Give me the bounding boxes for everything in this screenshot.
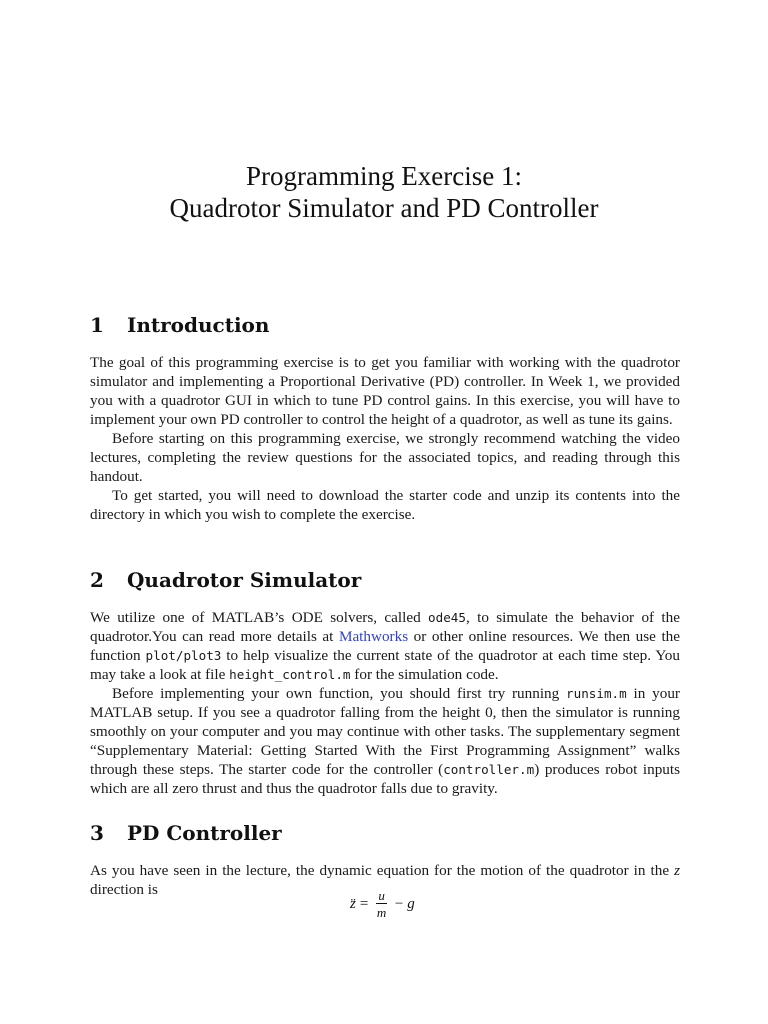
section-number: 3: [90, 821, 104, 845]
dynamics-equation: [350, 888, 415, 921]
section-heading-introduction: [90, 312, 680, 338]
equation-minus: −: [394, 896, 404, 912]
equation-equals: =: [359, 896, 369, 912]
text-run: As you have seen in the lecture, the dynamic equation for the motion of the quadrotor in the: [90, 862, 675, 879]
text-run: for the simulation code.: [350, 666, 499, 683]
paragraph: Before starting on this programming exercise, we strongly recommend watching the video lectures, completing the review questions for the associated topics, and reading through this handout.: [90, 430, 680, 485]
text-run: to help visualize the current state of the quadrotor at each time step. You may take a look at file: [90, 647, 680, 683]
inline-code: height_control.m: [229, 667, 351, 682]
paragraph: [90, 684, 680, 798]
section-heading-pd-controller: [90, 820, 680, 846]
inline-code: controller.m: [443, 762, 535, 777]
section-title: PD Controller: [127, 821, 282, 845]
mathworks-link[interactable]: Mathworks: [338, 628, 409, 645]
section-heading-simulator: [90, 567, 680, 593]
equation-lhs: z̈: [350, 896, 356, 912]
text-run: in your MATLAB setup. If you see a quadrotor falling from the height 0, then the simulator is running smoothly on your computer and you may continue with other tasks. The supplementary segment “Supplementary Material: Getting Started With the First Programming Assignment” walks through these steps. The starter code for the controller (: [90, 685, 680, 778]
text-run: or other online resources. We then use the function: [90, 628, 680, 664]
inline-code: plot/plot3: [145, 648, 222, 663]
section-number: 1: [90, 313, 104, 337]
text-run: , to simulate the behavior of the quadrotor.You can read more details at: [90, 609, 680, 645]
inline-code: ode45: [428, 610, 466, 625]
inline-code: runsim.m: [566, 686, 627, 701]
text-run: Before implementing your own function, you should first try running: [112, 685, 567, 702]
document-title: [0, 160, 768, 224]
equation-g: g: [407, 896, 415, 912]
section-title: Introduction: [127, 313, 270, 337]
equation-denominator: m: [376, 905, 387, 920]
section-introduction: [90, 312, 680, 524]
section-number: 2: [90, 568, 104, 592]
text-run: We utilize one of MATLAB’s ODE solvers, called: [90, 609, 429, 626]
section-title: Quadrotor Simulator: [127, 568, 362, 592]
section-quadrotor-simulator: [90, 567, 680, 798]
paragraph: To get started, you will need to download the starter code and unzip its contents into the directory in which you wish to complete the exercise.: [90, 487, 680, 523]
paragraph: [90, 608, 680, 684]
text-run: ) produces robot inputs which are all zero thrust and thus the quadrotor falls due to gravity.: [90, 761, 681, 797]
equation-numerator: u: [378, 888, 385, 903]
text-run: direction is: [90, 881, 158, 898]
title-line-1: Programming Exercise 1:: [246, 161, 522, 191]
title-line-2: Quadrotor Simulator and PD Controller: [169, 193, 599, 223]
math-variable: z: [674, 862, 680, 879]
paragraph: The goal of this programming exercise is to get you familiar with working with the quadrotor simulator and implementing a Proportional Derivative (PD) controller. In Week 1, we provided you with a quadrotor GUI in which to tune PD control gains. In this exercise, you will have to implement your own PD controller to control the height of a quadrotor, as well as tune its gains.: [90, 354, 680, 428]
equation-fraction: [376, 888, 387, 921]
